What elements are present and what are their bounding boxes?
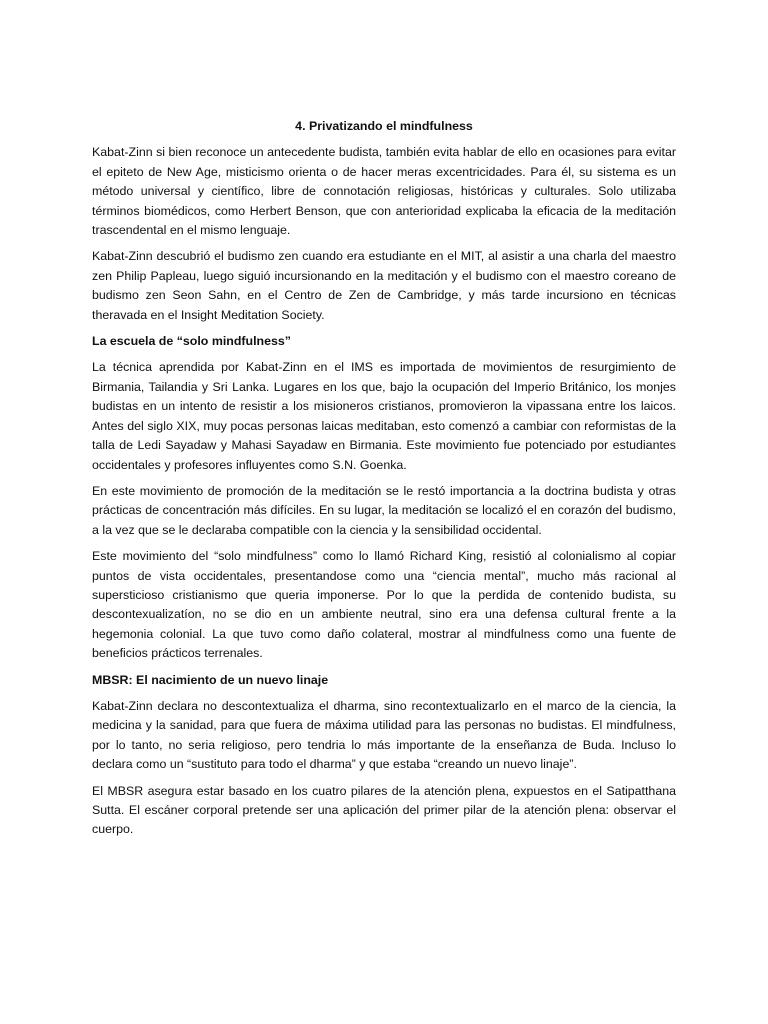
paragraph-6: Kabat-Zinn declara no descontextualiza el dharma, sino recontextualizarlo en el marco de la ciencia, la medicina y la sanidad, para que fuera de máxima utilidad para las personas no budistas. El mindfulness, por lo tanto, no seria religioso, pero tendria lo más importante de la enseñanza de Buda. Incluso lo declara como un “sustituto para todo el dharma” y que estaba “creando un nuevo linaje”. [92,698,676,772]
paragraph-3: La técnica aprendida por Kabat-Zinn en el IMS es importada de movimientos de resurgimiento de Birmania, Tailandia y Sri Lanka. Lugares en los que, bajo la ocupación del Imperio Británico, los monjes budistas en un intento de resistir a los misioneros cristianos, promovieron la vipassana entre los laicos. Antes del siglo XIX, muy pocas personas laicas meditaban, esto comenzó a cambiar con reformistas de la talla de Ledi Sayadaw y Mahasi Sayadaw en Birmania. Este movimiento fue potenciado por estudiantes occidentales y profesores influyentes como S.N. Goenka. [92,360,676,472]
heading-mbsr: MBSR: El nacimiento de un nuevo linaje [92,672,329,687]
paragraph-2: Kabat-Zinn descubrió el budismo zen cuando era estudiante en el MIT, al asistir a una charla del maestro zen Philip Papleau, luego siguió incursionando en la meditación y el budismo con el maestro coreano de budismo zen Seon Sahn, en el Centro de Zen de Cambridge, y más tarde incursiono en técnicas theravada en el Insight Meditation Society. [92,249,676,322]
paragraph-5: Este movimiento del “solo mindfulness” como lo llamó Richard King, resistió al colonialismo al copiar puntos de vista occidentales, presentandose como una “ciencia mental”, mucho más racional al supersticioso cristianismo que queria imponerse. Por lo que la perdida de contenido budista, su descontexualizatíon, no se dio en un ambiente neutral, sino era una defensa cultural frente a la hegemonia colonial. La que tuvo como daño colateral, mostrar al mindfulness como una fuente de beneficios prácticos terrenales. [92,549,676,661]
paragraph-4: En este movimiento de promoción de la meditación se le restó importancia a la doctrina budista y otras prácticas de concentración más difíciles. En su lugar, la meditación se localizó el en corazón del budismo, a la vez que se le declaraba compatible con la ciencia y la sensibilidad occidental. [92,483,676,537]
section-title: 4. Privatizando el mindfulness [295,119,473,133]
heading-solo-mindfulness: La escuela de “solo mindfulness” [92,334,291,349]
paragraph-7: El MBSR asegura estar basado en los cuatro pilares de la atención plena, expuestos en el Satipatthana Sutta. El escáner corporal pretende ser una aplicación del primer pilar de la atención plena: observar el cuerpo. [92,783,676,837]
paragraph-1: Kabat-Zinn si bien reconoce un antecedente budista, también evita hablar de ello en ocasiones para evitar el epiteto de New Age, misticismo orienta o de hacer meras excentricidades. Para él, su sistema es un método universal y científico, libre de connotación religiosas, históricas y culturales. Solo utilizaba términos biomédicos, como Herbert Benson, que con anterioridad explicaba la eficacia de la meditación trascendental en el mismo lenguaje. [92,145,676,238]
document-page [92,117,676,847]
